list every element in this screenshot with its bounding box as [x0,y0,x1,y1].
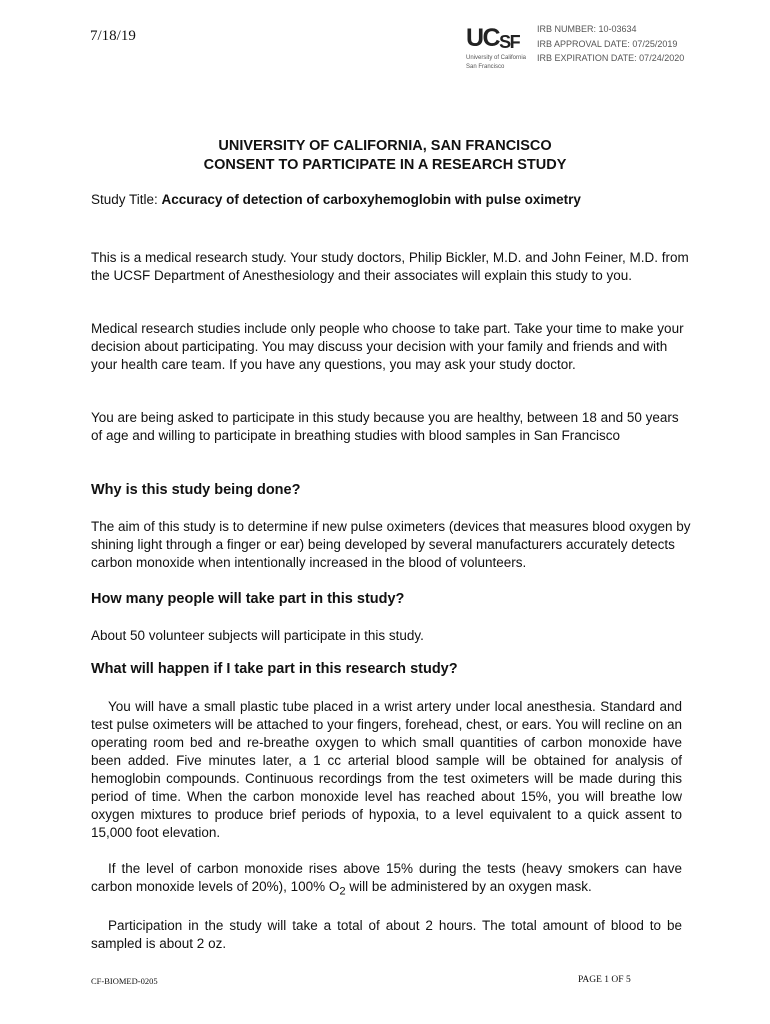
irb-expiration-date: IRB EXPIRATION DATE: 07/24/2020 [537,53,685,63]
document-date: 7/18/19 [90,28,136,44]
what-happens-paragraph-3: Participation in the study will take a total of about 2 hours. The total amount of blood to be sampled is about 2 oz. [91,918,682,951]
what-happens-paragraph-2 [91,860,682,901]
irb-number: IRB NUMBER: 10-03634 [537,24,637,34]
p2-text-after: will be administered by an oxygen mask. [345,879,592,894]
section-body-how-many: About 50 volunteer subjects will participate in this study. [91,628,424,643]
section-heading-how-many: How many people will take part in this study? [91,591,405,607]
section-body-why: The aim of this study is to determine if new pulse oximeters (devices that measures blood oxygen by shining light through a finger or ear) being developed by several manufacturers accurately detects carbon monoxide when intentionally increased in the blood of volunteers. [91,519,691,570]
study-title-value: Accuracy of detection of carboxyhemoglobin with pulse oximetry [161,192,581,207]
section-heading-why: Why is this study being done? [91,482,301,498]
intro-paragraph-1: This is a medical research study. Your study doctors, Philip Bickler, M.D. and John Feiner, M.D. from the UCSF Department of Anesthesiology and their associates will explain this study to you. [91,250,689,283]
irb-info [537,22,684,66]
study-title [91,192,581,207]
title-line-1: UNIVERSITY OF CALIFORNIA, SAN FRANCISCO [218,138,552,154]
logo-subtitle-1: University of California [466,55,527,61]
logo-uc: UC [466,24,500,52]
section-heading-what-happens: What will happen if I take part in this research study? [91,661,458,677]
logo-subtitle-2: San Francisco [466,64,505,70]
footer-form-code: CF-BIOMED-0205 [91,976,158,986]
p2-subscript: 2 [339,885,346,898]
what-happens-paragraph-1: You will have a small plastic tube placed in a wrist artery under local anesthesia. Standard and test pulse oximeters will be attached to your fingers, forehead, chest, or ears. You will recline on an operating room bed and re-breathe oxygen to which small quantities of carbon monoxide have been added. Five minutes later, a 1 cc arterial blood sample will be obtained for analysis of hemoglobin compounds. Continuous recordings from the test oximeters will be made during this period of time. When the carbon monoxide level has reached about 15%, you will breathe low oxygen mixtures to produce brief periods of hypoxia, to a level equivalent to a quick assent to 15,000 foot elevation. [91,699,682,840]
study-title-label: Study Title: [91,192,162,207]
document-title [0,137,770,175]
ucsf-logo-mark [466,25,532,53]
footer-page-number: PAGE 1 OF 5 [578,975,631,985]
intro-paragraph-2: Medical research studies include only people who choose to take part. Take your time to make your decision about participating. You may discuss your decision with your family and friends and with your health care team. If you have any questions, you may ask your study doctor. [91,321,684,372]
intro-paragraph-3: You are being asked to participate in this study because you are healthy, between 18 and 50 years of age and willing to participate in breathing studies with blood samples in San Francisco [91,410,679,443]
p2-text-before: If the level of carbon monoxide rises above 15% during the tests (heavy smokers can have carbon monoxide levels of 20%), 100% O [91,861,682,894]
title-line-2: CONSENT TO PARTICIPATE IN A RESEARCH STUDY [203,157,567,173]
ucsf-logo [466,25,532,71]
logo-sf: SF [499,32,520,52]
irb-approval-date: IRB APPROVAL DATE: 07/25/2019 [537,38,678,49]
